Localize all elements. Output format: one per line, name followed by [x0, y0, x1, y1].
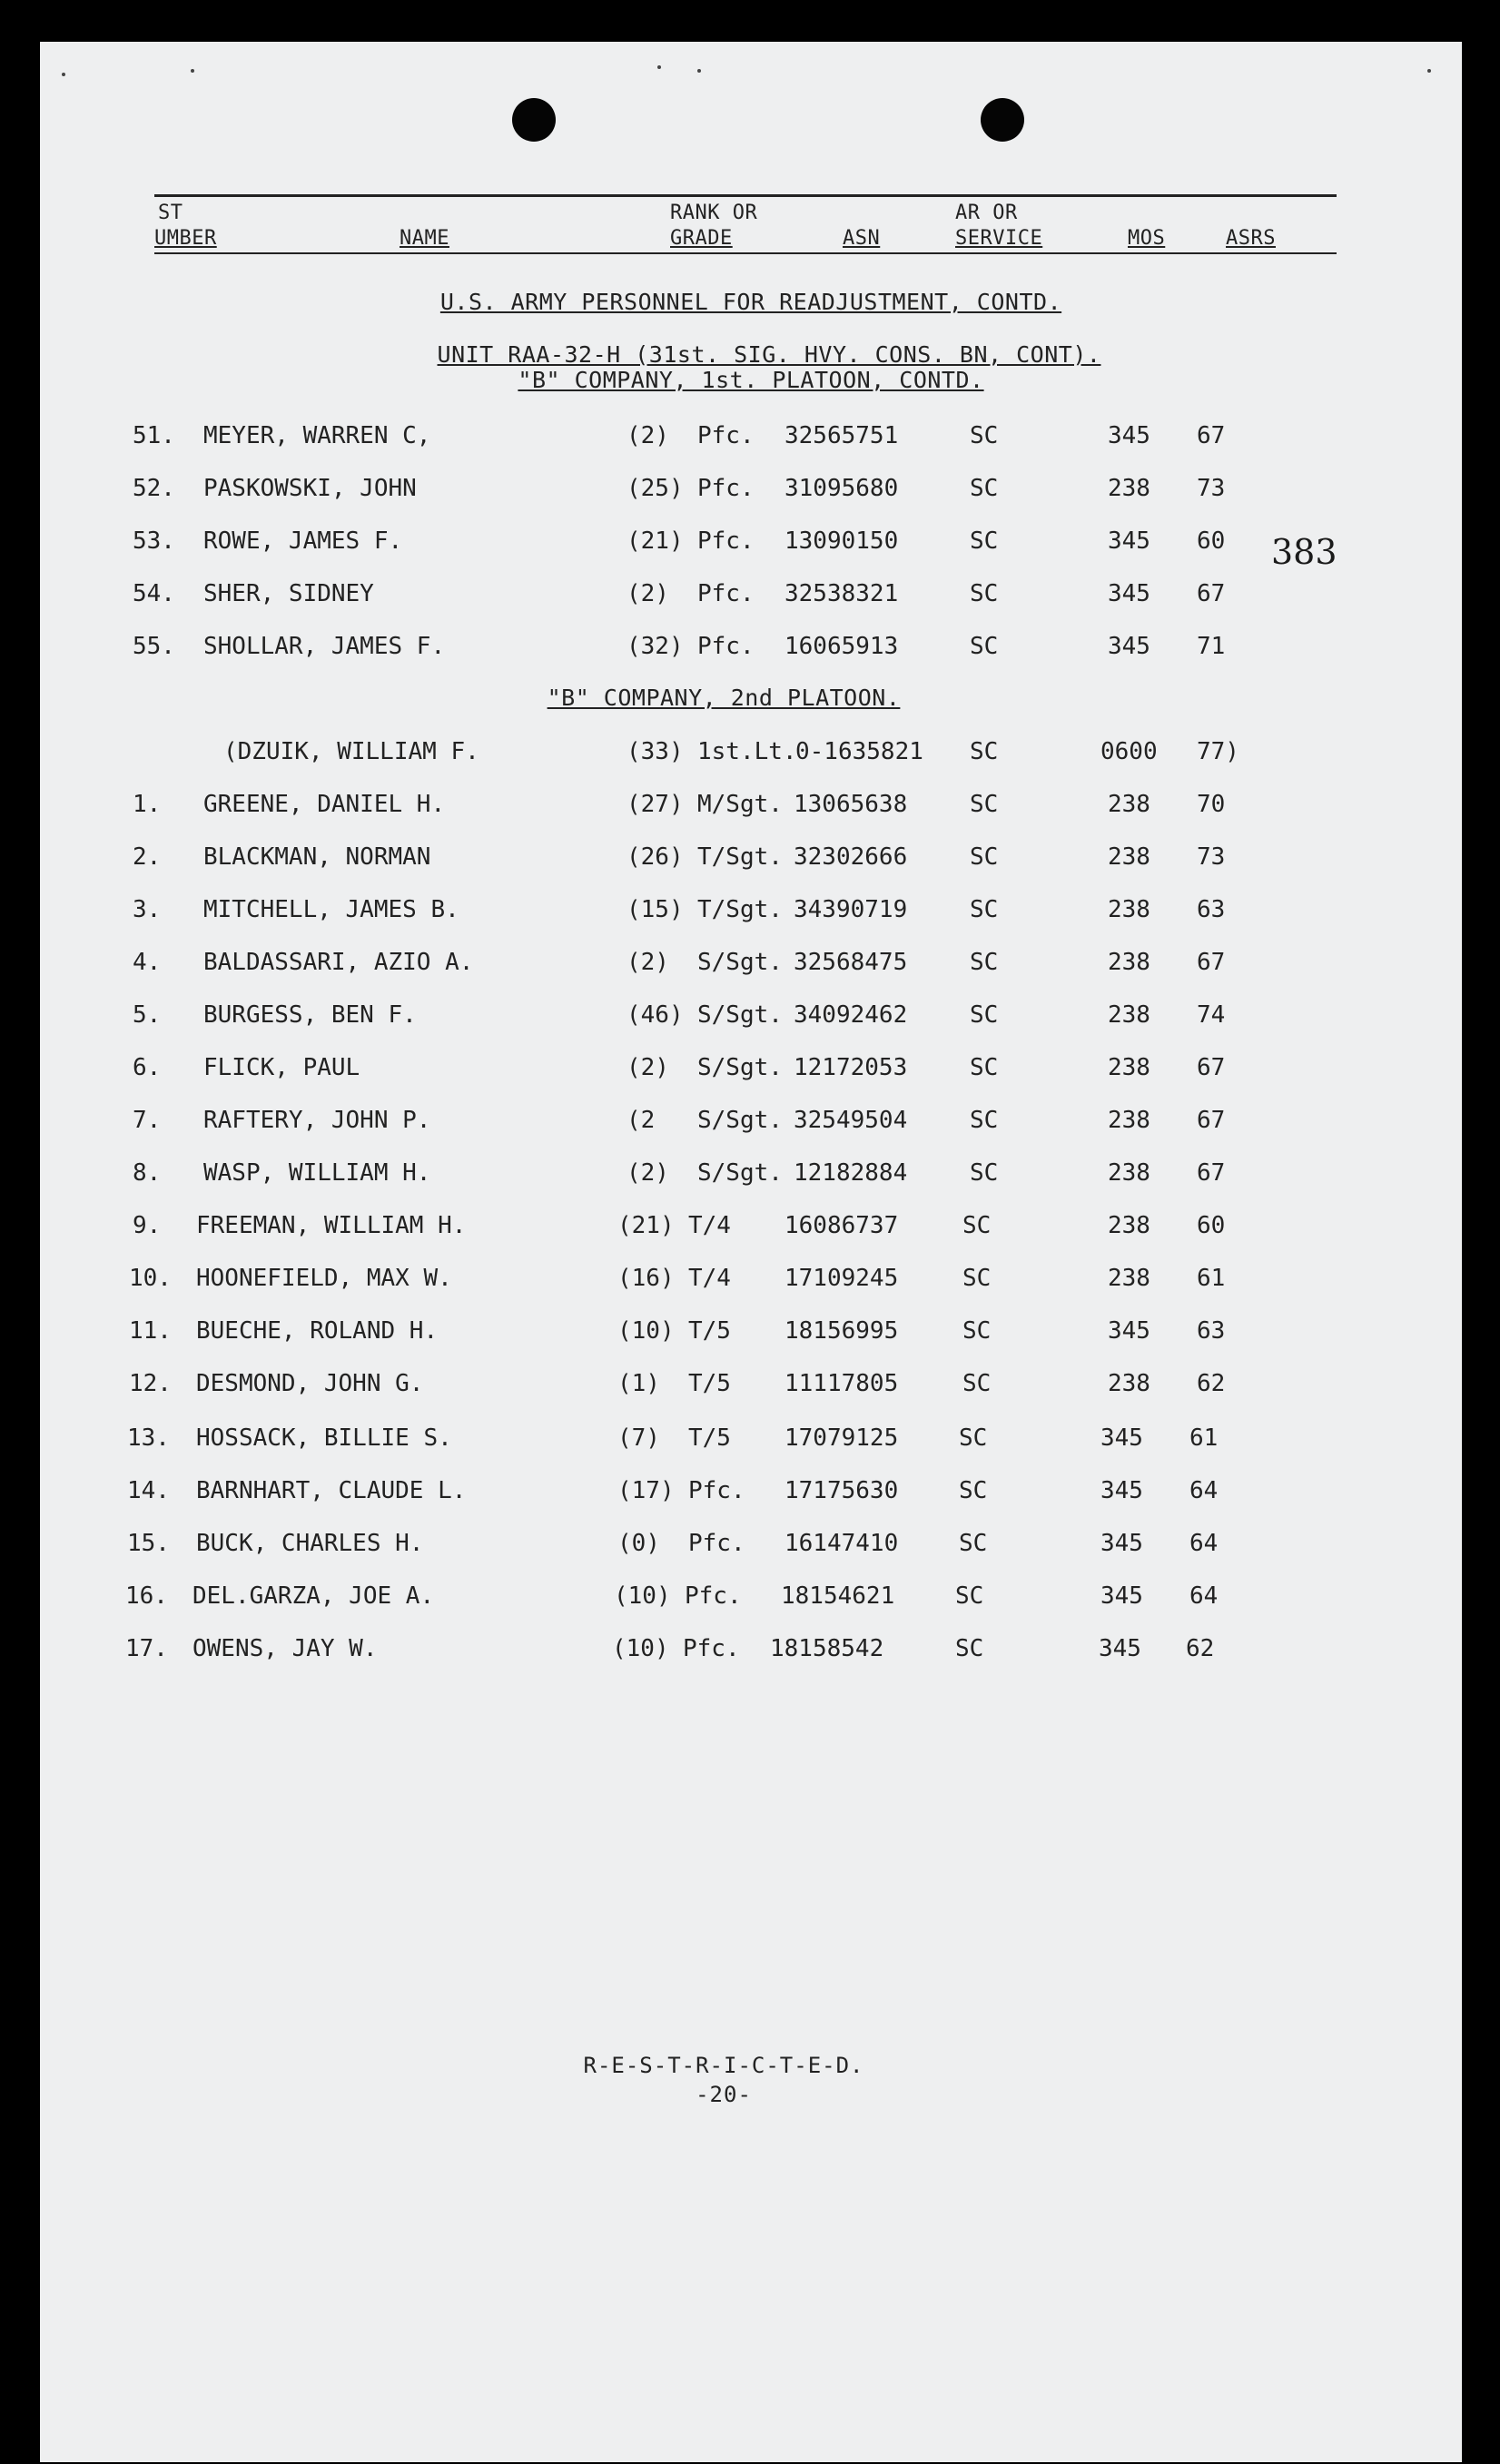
row-arm: SC [970, 580, 999, 607]
speck [1427, 69, 1431, 73]
row-asrs: 62 [1197, 1370, 1226, 1397]
row-asrs: 70 [1197, 791, 1226, 818]
row-rank: Pfc. [688, 1530, 745, 1557]
row-mos: 238 [1108, 1054, 1150, 1081]
row-code: (1) [617, 1370, 660, 1397]
row-code: (10) [617, 1317, 675, 1345]
row-asn: 18158542 [770, 1635, 884, 1662]
row-name: FREEMAN, WILLIAM H. [196, 1212, 467, 1239]
personnel-row [40, 470, 1462, 507]
row-rank: S/Sgt. [697, 949, 783, 976]
row-number: 17. [125, 1635, 168, 1662]
row-arm: SC [970, 896, 999, 923]
row-code: (2 [627, 1107, 656, 1134]
row-number: 54. [133, 580, 175, 607]
row-rank: Pfc. [697, 580, 755, 607]
personnel-row [40, 1313, 1462, 1349]
row-asn: 32302666 [794, 843, 908, 871]
document-title: U.S. ARMY PERSONNEL FOR READJUSTMENT, CONTD. [439, 289, 1062, 315]
row-asn: 13090150 [785, 527, 899, 555]
row-name: GREENE, DANIEL H. [203, 791, 446, 818]
row-code: (27) [627, 791, 684, 818]
row-number: 2. [133, 843, 162, 871]
row-rank: Pfc. [685, 1582, 742, 1610]
row-asrs: 74 [1197, 1001, 1226, 1029]
row-arm: SC [962, 1212, 992, 1239]
personnel-row [40, 786, 1462, 823]
row-asn: 16086737 [785, 1212, 899, 1239]
row-number: 8. [133, 1159, 162, 1187]
row-asrs: 60 [1197, 527, 1226, 555]
row-asrs: 67 [1197, 1054, 1226, 1081]
row-asrs: 73 [1197, 475, 1226, 502]
punch-hole-right [981, 98, 1024, 142]
header-asrs: ASRS [1226, 227, 1276, 250]
row-mos: 238 [1108, 1212, 1150, 1239]
row-mos: 238 [1108, 475, 1150, 502]
row-asrs: 67 [1197, 1107, 1226, 1134]
row-rank: T/5 [688, 1424, 731, 1452]
row-mos: 345 [1108, 580, 1150, 607]
row-name: MEYER, WARREN C, [203, 422, 431, 449]
row-asrs: 77) [1197, 738, 1239, 765]
header-rank-line2: GRADE [670, 227, 733, 250]
row-number: 15. [127, 1530, 170, 1557]
row-code: (21) [617, 1212, 675, 1239]
personnel-row [40, 1260, 1462, 1296]
row-code: (46) [627, 1001, 684, 1029]
row-rank: T/5 [688, 1317, 731, 1345]
side-page-number: 383 [1271, 532, 1337, 572]
row-mos: 345 [1108, 1317, 1150, 1345]
personnel-row [40, 1578, 1462, 1614]
row-arm: SC [970, 1054, 999, 1081]
row-asn: 32549504 [794, 1107, 908, 1134]
row-asn: 18154621 [781, 1582, 895, 1610]
speck [62, 73, 65, 76]
row-name: ROWE, JAMES F. [203, 527, 403, 555]
row-asrs: 62 [1186, 1635, 1215, 1662]
row-code: (0) [617, 1530, 660, 1557]
row-code: (2) [627, 580, 669, 607]
row-name: BLACKMAN, NORMAN [203, 843, 431, 871]
row-arm: SC [959, 1424, 988, 1452]
row-arm: SC [970, 843, 999, 871]
row-name: RAFTERY, JOHN P. [203, 1107, 431, 1134]
row-asn: 31095680 [785, 475, 899, 502]
row-mos: 345 [1108, 422, 1150, 449]
row-mos: 345 [1108, 633, 1150, 660]
row-name: BARNHART, CLAUDE L. [196, 1477, 467, 1504]
row-asn: 13065638 [794, 791, 908, 818]
company-platoon-title: "B" COMPANY, 1st. PLATOON, CONTD. [518, 367, 984, 393]
row-rank: Pfc. [697, 633, 755, 660]
row-code: (2) [627, 1159, 669, 1187]
row-mos: 345 [1100, 1530, 1143, 1557]
header-list-number-line1: ST [158, 202, 183, 224]
classification-marking: R-E-S-T-R-I-C-T-E-D. [583, 2053, 864, 2078]
row-name: HOSSACK, BILLIE S. [196, 1424, 452, 1452]
header-asn: ASN [843, 227, 881, 250]
personnel-row [40, 892, 1462, 928]
speck [191, 69, 194, 73]
row-asrs: 67 [1197, 1159, 1226, 1187]
row-rank: Pfc. [688, 1477, 745, 1504]
row-mos: 238 [1108, 1001, 1150, 1029]
row-number: 13. [127, 1424, 170, 1452]
row-code: (16) [617, 1265, 675, 1292]
row-asrs: 63 [1197, 1317, 1226, 1345]
row-code: (10) [614, 1582, 671, 1610]
row-number: 12. [129, 1370, 172, 1397]
personnel-row [40, 1473, 1462, 1509]
row-number: 9. [133, 1212, 162, 1239]
row-arm: SC [970, 791, 999, 818]
row-arm: SC [970, 738, 999, 765]
row-rank: S/Sgt. [697, 1107, 783, 1134]
unit-title: UNIT RAA-32-H (31st. SIG. HVY. CONS. BN, CONT). [437, 341, 1101, 368]
row-arm: SC [959, 1477, 988, 1504]
row-name: FLICK, PAUL [203, 1054, 360, 1081]
row-code: (32) [627, 633, 684, 660]
row-arm: SC [970, 1159, 999, 1187]
header-list-number-line2: UMBER [154, 227, 217, 250]
row-number: 7. [133, 1107, 162, 1134]
row-code: (33) [627, 738, 684, 765]
punch-hole-left [512, 98, 556, 142]
personnel-row [40, 839, 1462, 875]
row-number: 4. [133, 949, 162, 976]
row-mos: 238 [1108, 896, 1150, 923]
row-asrs: 61 [1189, 1424, 1219, 1452]
row-number: 5. [133, 1001, 162, 1029]
personnel-row [40, 1102, 1462, 1138]
personnel-row [40, 1420, 1462, 1456]
header-rule-top [154, 194, 1337, 197]
row-arm: SC [970, 1001, 999, 1029]
row-number: 16. [125, 1582, 168, 1610]
row-number: 11. [129, 1317, 172, 1345]
row-asn: 17175630 [785, 1477, 899, 1504]
row-arm: SC [970, 527, 999, 555]
header-arm-line1: AR OR [955, 202, 1018, 224]
row-code: (17) [617, 1477, 675, 1504]
row-rank: 1st.Lt. [697, 738, 797, 765]
row-asrs: 71 [1197, 633, 1226, 660]
row-asn: 34092462 [794, 1001, 908, 1029]
row-asn: 11117805 [785, 1370, 899, 1397]
row-mos: 345 [1100, 1424, 1143, 1452]
row-arm: SC [955, 1635, 984, 1662]
row-asn: 0-1635821 [795, 738, 923, 765]
row-asn: 34390719 [794, 896, 908, 923]
speck [657, 65, 661, 69]
row-rank: M/Sgt. [697, 791, 783, 818]
row-rank: S/Sgt. [697, 1054, 783, 1081]
row-asrs: 67 [1197, 949, 1226, 976]
row-asrs: 64 [1189, 1477, 1219, 1504]
row-rank: T/4 [688, 1212, 731, 1239]
row-asn: 16147410 [785, 1530, 899, 1557]
document-page [40, 42, 1462, 2462]
row-mos: 238 [1108, 1370, 1150, 1397]
row-arm: SC [970, 633, 999, 660]
row-arm: SC [962, 1370, 992, 1397]
speck [697, 69, 701, 73]
row-mos: 238 [1108, 1265, 1150, 1292]
personnel-row [40, 418, 1462, 454]
row-mos: 238 [1108, 1159, 1150, 1187]
row-arm: SC [955, 1582, 984, 1610]
row-asn: 18156995 [785, 1317, 899, 1345]
row-code: (2) [627, 422, 669, 449]
personnel-row [40, 734, 1462, 770]
personnel-row [40, 1631, 1462, 1667]
row-code: (25) [627, 475, 684, 502]
row-name: (DZUIK, WILLIAM F. [223, 738, 479, 765]
row-name: HOONEFIELD, MAX W. [196, 1265, 452, 1292]
row-number: 51. [133, 422, 175, 449]
row-number: 1. [133, 791, 162, 818]
row-rank: T/Sgt. [697, 843, 783, 871]
row-asn: 16065913 [785, 633, 899, 660]
row-code: (2) [627, 949, 669, 976]
row-asrs: 67 [1197, 580, 1226, 607]
personnel-row [40, 1155, 1462, 1191]
row-number: 55. [133, 633, 175, 660]
row-mos: 238 [1108, 791, 1150, 818]
row-arm: SC [962, 1265, 992, 1292]
row-mos: 345 [1100, 1582, 1143, 1610]
row-mos: 238 [1108, 1107, 1150, 1134]
row-name: PASKOWSKI, JOHN [203, 475, 417, 502]
personnel-row [40, 576, 1462, 612]
row-name: BURGESS, BEN F. [203, 1001, 417, 1029]
row-arm: SC [970, 1107, 999, 1134]
personnel-row [40, 628, 1462, 665]
row-asrs: 61 [1197, 1265, 1226, 1292]
row-number: 6. [133, 1054, 162, 1081]
row-code: (7) [617, 1424, 660, 1452]
personnel-row [40, 944, 1462, 981]
row-number: 10. [129, 1265, 172, 1292]
row-asn: 12182884 [794, 1159, 908, 1187]
row-code: (26) [627, 843, 684, 871]
header-arm-line2: SERVICE [955, 227, 1043, 250]
row-code: (21) [627, 527, 684, 555]
row-asn: 32565751 [785, 422, 899, 449]
row-name: DEL.GARZA, JOE A. [192, 1582, 435, 1610]
row-arm: SC [959, 1530, 988, 1557]
row-asrs: 64 [1189, 1582, 1219, 1610]
page-number: -20- [696, 2082, 752, 2107]
row-asn: 12172053 [794, 1054, 908, 1081]
personnel-row [40, 1525, 1462, 1562]
row-rank: Pfc. [697, 422, 755, 449]
row-arm: SC [970, 949, 999, 976]
row-name: BUCK, CHARLES H. [196, 1530, 424, 1557]
row-rank: S/Sgt. [697, 1001, 783, 1029]
personnel-row [40, 1207, 1462, 1244]
row-arm: SC [962, 1317, 992, 1345]
row-asrs: 67 [1197, 422, 1226, 449]
personnel-row [40, 1050, 1462, 1086]
section-title-2nd-platoon: "B" COMPANY, 2nd PLATOON. [547, 685, 901, 711]
row-rank: Pfc. [697, 527, 755, 555]
row-mos: 345 [1108, 527, 1150, 555]
row-name: SHOLLAR, JAMES F. [203, 633, 446, 660]
header-mos: MOS [1128, 227, 1166, 250]
row-rank: T/Sgt. [697, 896, 783, 923]
row-arm: SC [970, 422, 999, 449]
header-name: NAME [400, 227, 449, 250]
row-asrs: 73 [1197, 843, 1226, 871]
row-name: BUECHE, ROLAND H. [196, 1317, 439, 1345]
row-asrs: 64 [1189, 1530, 1219, 1557]
row-name: BALDASSARI, AZIO A. [203, 949, 474, 976]
header-rank-line1: RANK OR [670, 202, 758, 224]
row-asrs: 63 [1197, 896, 1226, 923]
row-asn: 32568475 [794, 949, 908, 976]
row-number: 53. [133, 527, 175, 555]
row-code: (15) [627, 896, 684, 923]
row-name: MITCHELL, JAMES B. [203, 896, 459, 923]
row-code: (2) [627, 1054, 669, 1081]
row-rank: T/5 [688, 1370, 731, 1397]
row-name: SHER, SIDNEY [203, 580, 374, 607]
row-rank: T/4 [688, 1265, 731, 1292]
row-rank: Pfc. [683, 1635, 740, 1662]
row-mos: 238 [1108, 949, 1150, 976]
row-asn: 32538321 [785, 580, 899, 607]
personnel-row [40, 523, 1462, 559]
row-name: OWENS, JAY W. [192, 1635, 378, 1662]
row-number: 14. [127, 1477, 170, 1504]
row-mos: 345 [1099, 1635, 1141, 1662]
row-mos: 0600 [1100, 738, 1158, 765]
personnel-row [40, 997, 1462, 1033]
row-number: 52. [133, 475, 175, 502]
row-arm: SC [970, 475, 999, 502]
row-mos: 238 [1108, 843, 1150, 871]
row-asn: 17109245 [785, 1265, 899, 1292]
row-asrs: 60 [1197, 1212, 1226, 1239]
row-rank: Pfc. [697, 475, 755, 502]
row-number: 3. [133, 896, 162, 923]
row-name: DESMOND, JOHN G. [196, 1370, 424, 1397]
row-code: (10) [612, 1635, 669, 1662]
personnel-row [40, 1365, 1462, 1402]
row-name: WASP, WILLIAM H. [203, 1159, 431, 1187]
row-rank: S/Sgt. [697, 1159, 783, 1187]
row-asn: 17079125 [785, 1424, 899, 1452]
header-rule-bottom [154, 252, 1337, 254]
row-mos: 345 [1100, 1477, 1143, 1504]
